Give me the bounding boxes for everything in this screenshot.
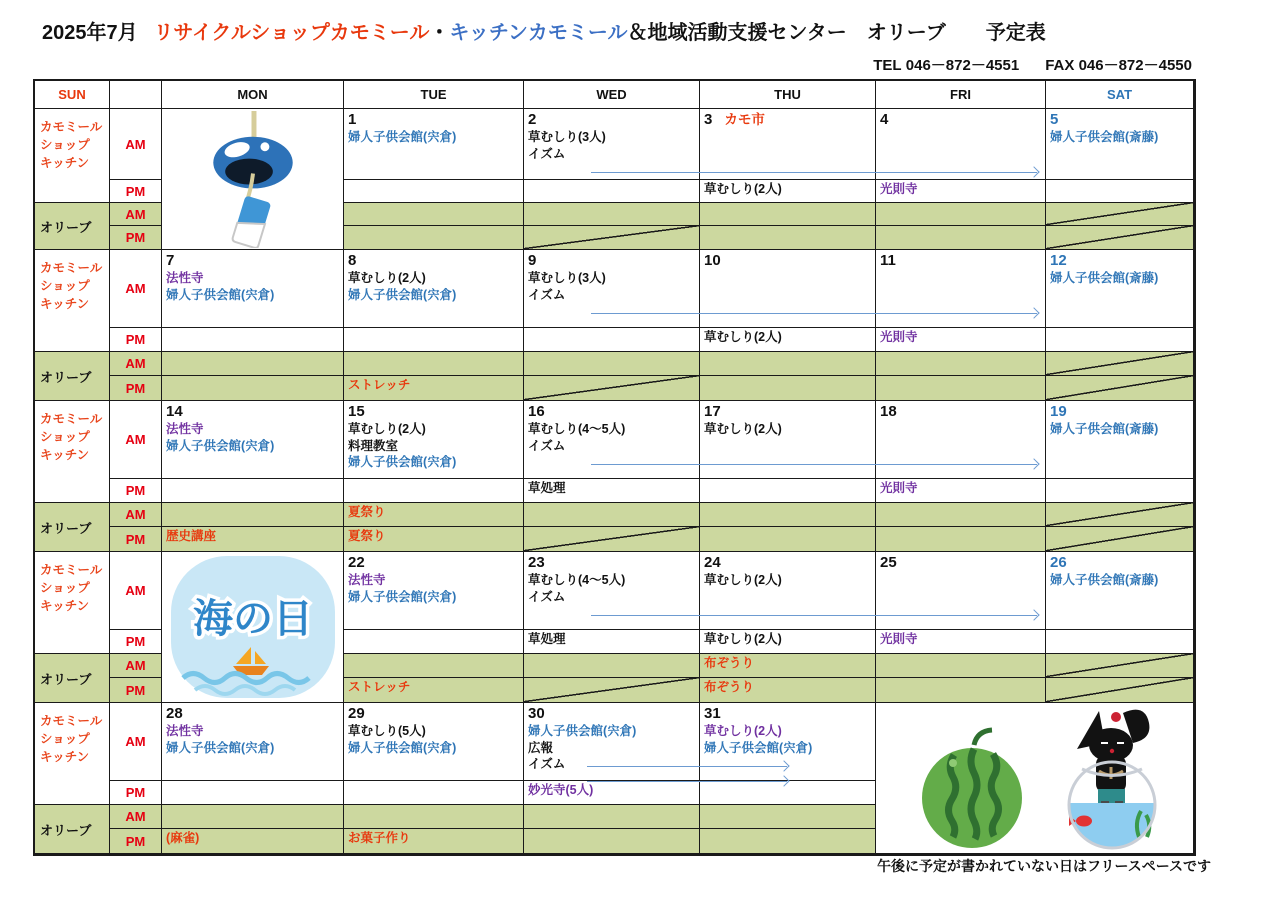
- schedule-entry: 婦人子供会館(宍倉): [166, 287, 275, 302]
- crossed-cell: [1046, 352, 1194, 376]
- day-number: 25: [880, 554, 897, 571]
- schedule-entry: 婦人子供会館(宍倉): [348, 455, 457, 469]
- pm-cell: [344, 180, 524, 203]
- pm-cell: 光則寺: [876, 180, 1046, 203]
- pm-cell: 光則寺: [876, 328, 1046, 352]
- olive-cell: [876, 376, 1046, 401]
- day-header-blank: [110, 81, 162, 109]
- olive-am-label: AM: [110, 503, 162, 527]
- day-number: 9: [528, 252, 537, 269]
- olive-cell: ストレッチ: [344, 678, 524, 703]
- pm-cell: [344, 328, 524, 352]
- pm-cell: [344, 630, 524, 654]
- day-number: 11: [880, 252, 896, 269]
- schedule-entry: 法性寺: [166, 422, 204, 436]
- day-cell: [876, 552, 1046, 630]
- olive-cell: [876, 678, 1046, 703]
- title-dot: ・: [429, 22, 450, 44]
- schedule-entry: 草むしり(3人): [528, 130, 606, 144]
- camomile-am-label: AM: [110, 109, 162, 180]
- olive-cell: [524, 503, 700, 527]
- schedule-entry: 料理教室: [348, 438, 399, 453]
- schedule-entry: 婦人子供会館(斎藤): [1050, 271, 1159, 285]
- pm-cell: [1046, 328, 1194, 352]
- camomile-group-label: カモミール ショップ キッチン: [35, 109, 110, 203]
- day-number: 7: [166, 252, 175, 269]
- day-cell: [700, 401, 876, 479]
- schedule-entry: 草むしり(3人): [528, 271, 606, 285]
- day-cell: [524, 401, 700, 479]
- day-header-sun: SUN: [35, 81, 110, 109]
- schedule-entry: 草むしり(2人): [348, 271, 426, 285]
- summer-illustration-cell: [876, 703, 1194, 854]
- olive-cell: [162, 376, 344, 401]
- olive-group-label: オリーブ: [35, 203, 110, 250]
- pm-cell: 妙光寺(5人): [524, 781, 700, 805]
- olive-cell: [700, 503, 876, 527]
- camomile-pm-label: PM: [110, 180, 162, 203]
- contact-line: [873, 54, 1192, 75]
- schedule-entry: 婦人子供会館(宍倉): [348, 130, 457, 144]
- pm-cell: [162, 479, 344, 503]
- schedule-arrow: [587, 781, 787, 782]
- olive-pm-label: PM: [110, 829, 162, 854]
- schedule-entry: 草むしり(2人): [348, 422, 426, 436]
- day-cell: [700, 109, 876, 180]
- olive-cell: [524, 352, 700, 376]
- day-cell: [524, 250, 700, 328]
- day-cell: [524, 552, 700, 630]
- day-cell: [344, 552, 524, 630]
- pm-cell: 草むしり(2人): [700, 328, 876, 352]
- pm-cell: [700, 479, 876, 503]
- day-cell: [344, 250, 524, 328]
- camomile-pm-label: PM: [110, 781, 162, 805]
- pm-cell: [162, 781, 344, 805]
- crossed-cell: [524, 376, 700, 401]
- crossed-cell: [524, 527, 700, 552]
- schedule-entry: 広報: [528, 740, 554, 755]
- fax-number: 046－872－4550: [1078, 57, 1192, 74]
- pm-cell: 草むしり(2人): [700, 630, 876, 654]
- crossed-cell: [1046, 678, 1194, 703]
- day-number: 15: [348, 403, 365, 420]
- page-title: [42, 16, 1046, 45]
- olive-pm-label: PM: [110, 226, 162, 250]
- olive-cell: [524, 654, 700, 678]
- schedule-arrow: [591, 615, 1037, 616]
- schedule-entry: 草むしり(5人): [348, 724, 426, 738]
- olive-cell: [162, 503, 344, 527]
- day-cell: [876, 401, 1046, 479]
- day-cell: [700, 703, 876, 781]
- camomile-am-label: AM: [110, 401, 162, 479]
- schedule-arrow: [587, 766, 787, 767]
- olive-cell: [524, 829, 700, 854]
- olive-cell: お菓子作り: [344, 829, 524, 854]
- pm-cell: 草処理: [524, 479, 700, 503]
- olive-group-label: オリーブ: [35, 503, 110, 552]
- day-cell: [1046, 109, 1194, 180]
- camomile-group-label: カモミール ショップ キッチン: [35, 703, 110, 805]
- schedule-arrow: [591, 464, 1037, 465]
- camomile-group-label: カモミール ショップ キッチン: [35, 250, 110, 352]
- camomile-pm-label: PM: [110, 630, 162, 654]
- crossed-cell: [1046, 376, 1194, 401]
- olive-cell: 布ぞうり: [700, 654, 876, 678]
- olive-cell: [700, 805, 876, 829]
- crossed-cell: [1046, 503, 1194, 527]
- crossed-cell: [1046, 226, 1194, 250]
- fax-label: FAX: [1045, 57, 1075, 74]
- day-cell: [162, 250, 344, 328]
- olive-cell: [344, 352, 524, 376]
- day-header-wed: WED: [524, 81, 700, 109]
- olive-group-label: オリーブ: [35, 654, 110, 703]
- pm-cell: 光則寺: [876, 479, 1046, 503]
- day-number: 19: [1050, 403, 1067, 420]
- day-number: 28: [166, 705, 183, 722]
- schedule-entry: 婦人子供会館(宍倉): [348, 287, 457, 302]
- wind-chime-illustration-cell: [162, 109, 344, 250]
- olive-cell: [700, 203, 876, 226]
- day-cell: [162, 401, 344, 479]
- schedule-entry: イズム: [528, 757, 566, 771]
- day-number: 16: [528, 403, 545, 420]
- schedule-entry: 婦人子供会館(斎藤): [1050, 573, 1159, 587]
- day-cell: [344, 401, 524, 479]
- pm-cell: [1046, 180, 1194, 203]
- olive-cell: 布ぞうり: [700, 678, 876, 703]
- olive-cell: [700, 829, 876, 854]
- pm-cell: 草むしり(2人): [700, 180, 876, 203]
- olive-am-label: AM: [110, 352, 162, 376]
- day-number: 5: [1050, 111, 1059, 128]
- title-rest: ＆地域活動支援センター オリーブ 予定表: [627, 22, 1046, 44]
- day-cell: [344, 109, 524, 180]
- schedule-entry: 草むしり(2人): [704, 724, 782, 738]
- marine-day-text: 海の日: [192, 596, 313, 641]
- day-header-thu: THU: [700, 81, 876, 109]
- day-badge: カモ市: [724, 112, 765, 127]
- day-number: 26: [1050, 554, 1067, 571]
- day-cell: [524, 109, 700, 180]
- day-number: 2: [528, 111, 537, 128]
- olive-cell: [700, 352, 876, 376]
- day-header-sat: SAT: [1046, 81, 1194, 109]
- day-number: 22: [348, 554, 365, 571]
- schedule-entry: イズム: [528, 589, 566, 604]
- crossed-cell: [1046, 527, 1194, 552]
- pm-cell: [1046, 479, 1194, 503]
- olive-am-label: AM: [110, 805, 162, 829]
- olive-pm-label: PM: [110, 527, 162, 552]
- schedule-entry: 草むしり(4～5人): [528, 573, 626, 587]
- olive-cell: [162, 805, 344, 829]
- day-number: 8: [348, 252, 357, 269]
- camomile-group-label: カモミール ショップ キッチン: [35, 401, 110, 503]
- olive-cell: [344, 805, 524, 829]
- day-cell: [876, 250, 1046, 328]
- olive-cell: [344, 226, 524, 250]
- day-number: 31: [704, 705, 721, 722]
- day-number: 1: [348, 111, 357, 128]
- schedule-entry: 法性寺: [348, 573, 386, 587]
- schedule-entry: イズム: [528, 287, 566, 302]
- olive-group-label: オリーブ: [35, 352, 110, 401]
- olive-cell: [876, 352, 1046, 376]
- watermelon-and-rabbit-illustration: [877, 705, 1192, 852]
- day-cell: [700, 552, 876, 630]
- wind-chime-illustration: [178, 111, 328, 248]
- tel-label: TEL: [873, 57, 902, 74]
- olive-cell: [876, 503, 1046, 527]
- pm-cell: [344, 479, 524, 503]
- schedule-entry: 婦人子供会館(宍倉): [166, 438, 275, 453]
- olive-pm-label: PM: [110, 678, 162, 703]
- olive-cell: [524, 203, 700, 226]
- schedule-arrow: [591, 313, 1037, 314]
- day-header-fri: FRI: [876, 81, 1046, 109]
- schedule-entry: 婦人子供会館(宍倉): [348, 589, 457, 604]
- schedule-table: [33, 79, 1196, 856]
- day-cell: [344, 703, 524, 781]
- olive-cell: [162, 352, 344, 376]
- title-kitchen: キッチンカモミール: [449, 22, 628, 44]
- day-number: 18: [880, 403, 897, 420]
- day-number: 30: [528, 705, 545, 722]
- olive-cell: [344, 654, 524, 678]
- pm-cell: [524, 328, 700, 352]
- day-number: 17: [704, 403, 721, 420]
- day-cell: [700, 250, 876, 328]
- marine-day-illustration-cell: [162, 552, 344, 703]
- title-year-month: 2025年7月: [42, 22, 138, 44]
- schedule-entry: 法性寺: [166, 724, 204, 738]
- day-number: 14: [166, 403, 183, 420]
- schedule-entry: 婦人子供会館(斎藤): [1050, 422, 1159, 436]
- day-cell: [1046, 250, 1194, 328]
- day-number: 10: [704, 252, 721, 269]
- pm-cell: [344, 781, 524, 805]
- olive-cell: [700, 376, 876, 401]
- olive-cell: [700, 527, 876, 552]
- crossed-cell: [524, 678, 700, 703]
- schedule-entry: 婦人子供会館(斎藤): [1050, 130, 1159, 144]
- crossed-cell: [524, 226, 700, 250]
- schedule-entry: 草むしり(4～5人): [528, 422, 626, 436]
- day-cell: [524, 703, 700, 781]
- pm-cell: 草処理: [524, 630, 700, 654]
- olive-cell: [876, 203, 1046, 226]
- crossed-cell: [1046, 203, 1194, 226]
- pm-cell: [162, 328, 344, 352]
- day-number: 23: [528, 554, 545, 571]
- olive-am-label: AM: [110, 654, 162, 678]
- camomile-pm-label: PM: [110, 328, 162, 352]
- olive-cell: 夏祭り: [344, 527, 524, 552]
- olive-pm-label: PM: [110, 376, 162, 401]
- camomile-pm-label: PM: [110, 479, 162, 503]
- olive-cell: [876, 527, 1046, 552]
- day-header-tue: TUE: [344, 81, 524, 109]
- day-cell: [1046, 552, 1194, 630]
- olive-group-label: オリーブ: [35, 805, 110, 854]
- camomile-am-label: AM: [110, 703, 162, 781]
- camomile-group-label: カモミール ショップ キッチン: [35, 552, 110, 654]
- schedule-entry: イズム: [528, 438, 566, 453]
- camomile-am-label: AM: [110, 552, 162, 630]
- schedule-entry: 婦人子供会館(宍倉): [704, 740, 813, 755]
- schedule-entry: 婦人子供会館(宍倉): [528, 724, 637, 738]
- schedule-entry: 婦人子供会館(宍倉): [166, 740, 275, 755]
- schedule-entry: 婦人子供会館(宍倉): [348, 740, 457, 755]
- schedule-entry: イズム: [528, 146, 566, 161]
- day-cell: [1046, 401, 1194, 479]
- pm-cell: [1046, 630, 1194, 654]
- olive-cell: [876, 654, 1046, 678]
- marine-day-illustration: [165, 554, 341, 701]
- camomile-am-label: AM: [110, 250, 162, 328]
- olive-cell: [344, 203, 524, 226]
- title-recycle-shop: リサイクルショップカモミール: [153, 22, 430, 44]
- olive-cell: (麻雀): [162, 829, 344, 854]
- tel-number: 046－872－4551: [905, 57, 1020, 74]
- olive-am-label: AM: [110, 203, 162, 226]
- schedule-entry: 草むしり(2人): [704, 573, 782, 587]
- day-cell: [162, 703, 344, 781]
- schedule-arrow: [591, 172, 1037, 173]
- olive-cell: [700, 226, 876, 250]
- olive-cell: 歴史講座: [162, 527, 344, 552]
- day-number: 12: [1050, 252, 1067, 269]
- day-number: 4: [880, 111, 889, 128]
- schedule-entry: 法性寺: [166, 271, 204, 285]
- pm-cell: 光則寺: [876, 630, 1046, 654]
- day-header-mon: MON: [162, 81, 344, 109]
- olive-cell: [876, 226, 1046, 250]
- crossed-cell: [1046, 654, 1194, 678]
- pm-cell: [524, 180, 700, 203]
- day-cell: [876, 109, 1046, 180]
- day-number: 3: [704, 111, 713, 128]
- day-number: 24: [704, 554, 721, 571]
- footer-note: 午後に予定が書かれていない日はフリースペースです: [877, 858, 1212, 874]
- olive-cell: 夏祭り: [344, 503, 524, 527]
- day-number: 29: [348, 705, 365, 722]
- schedule-entry: 草むしり(2人): [704, 422, 782, 436]
- pm-cell: [700, 781, 876, 805]
- olive-cell: ストレッチ: [344, 376, 524, 401]
- olive-cell: [524, 805, 700, 829]
